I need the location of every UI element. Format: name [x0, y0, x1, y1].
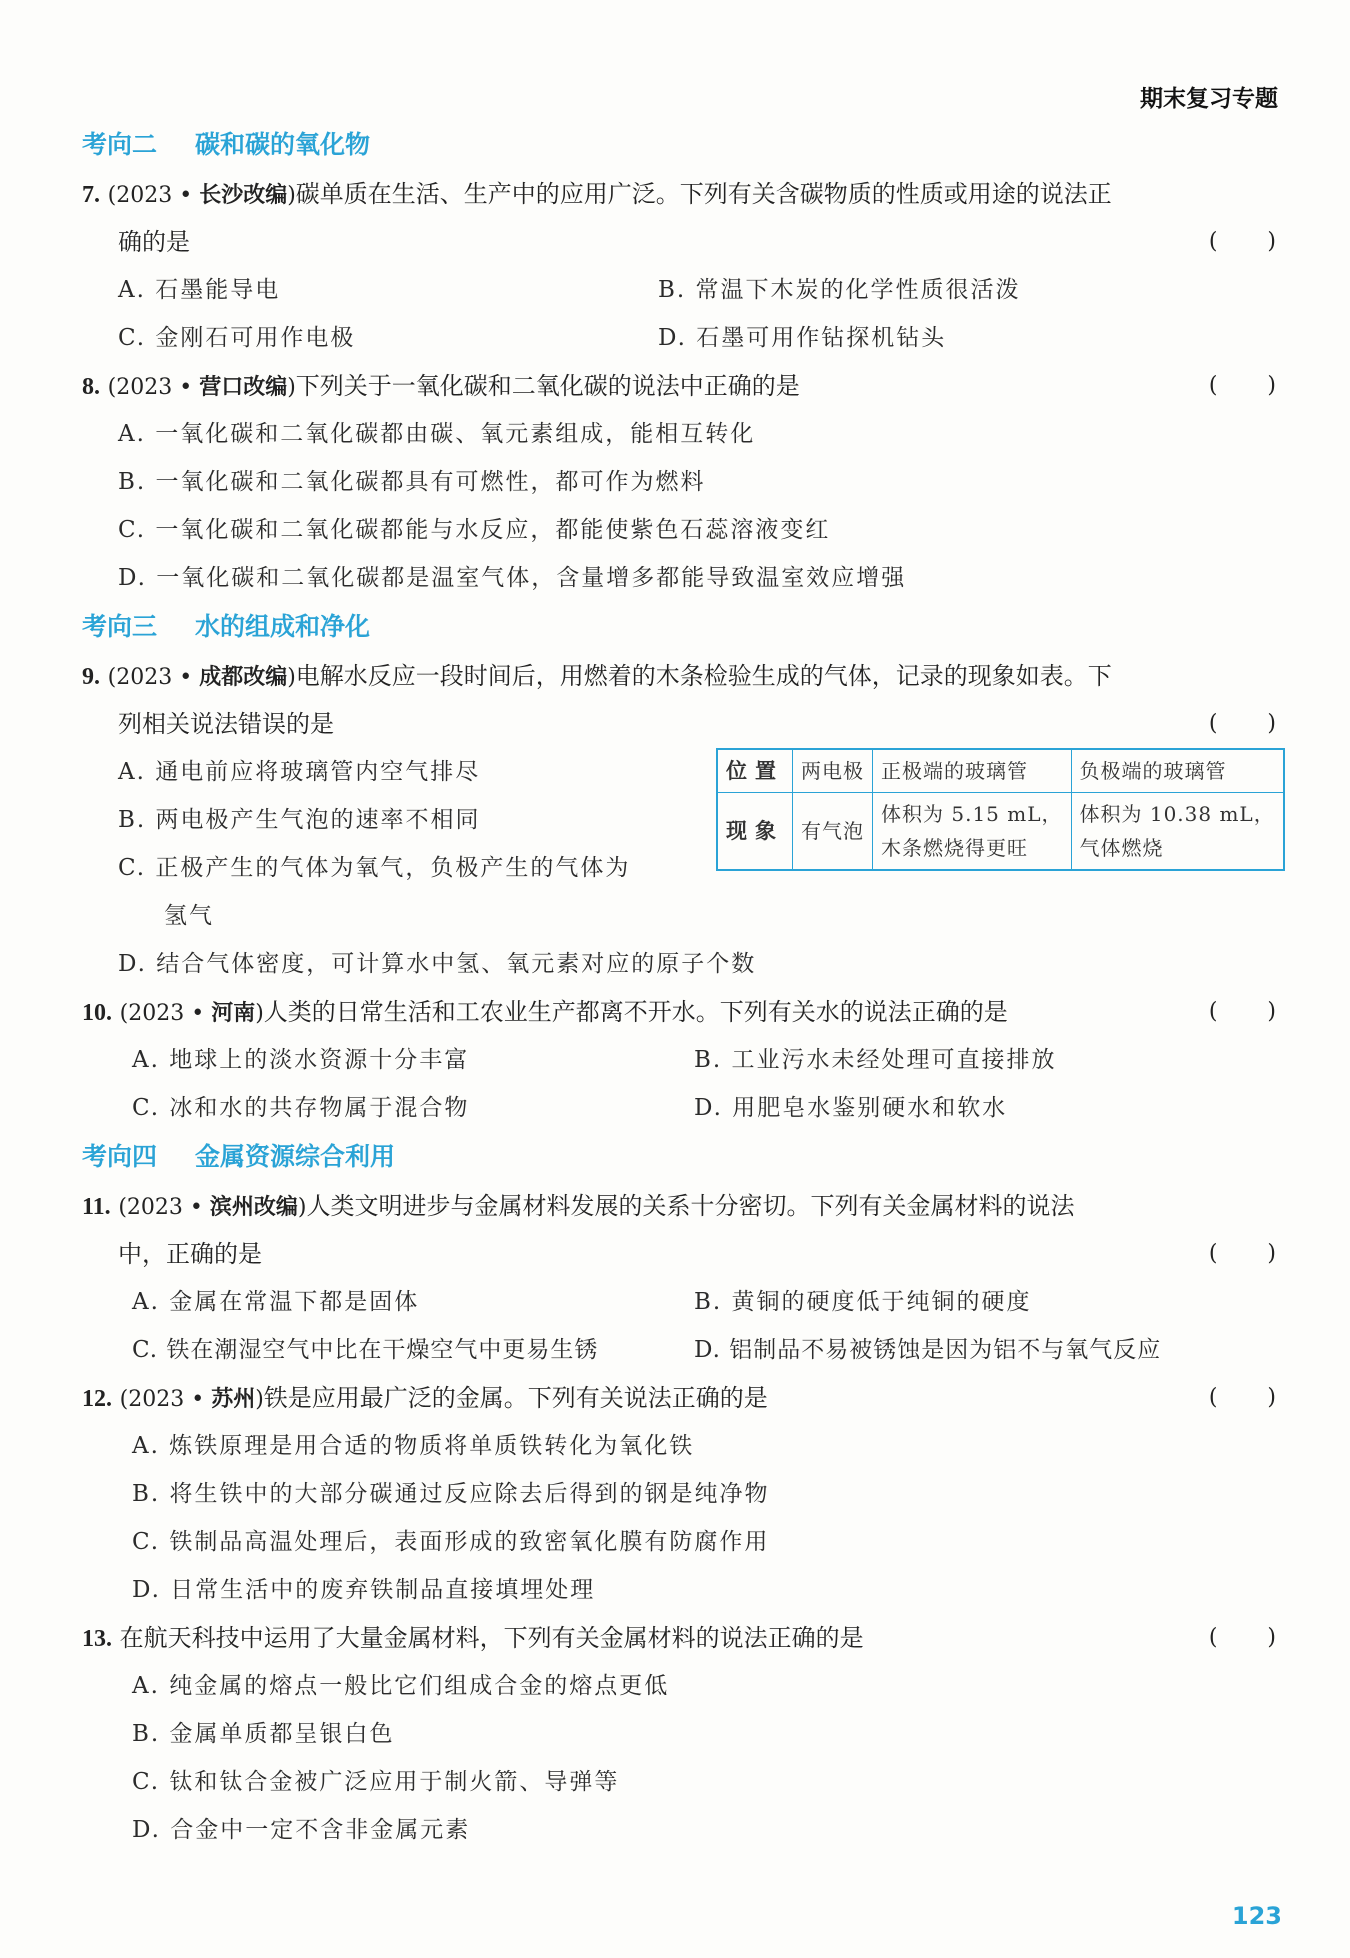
question-9 — [82, 652, 1278, 988]
question-number: 13. — [82, 1626, 112, 1652]
question-source: (2023 • 滨州改编) — [118, 1194, 307, 1220]
question-number: 8. — [82, 374, 100, 400]
question-stem — [82, 170, 1278, 218]
section-number: 考向三 — [82, 612, 158, 641]
question-7 — [82, 170, 1278, 362]
question-stem — [82, 988, 1278, 1036]
option-c: C. 钛和钛合金被广泛应用于制火箭、导弹等 — [132, 1769, 620, 1795]
option-a: A. 地球上的淡水资源十分丰富 — [132, 1047, 470, 1073]
option-c: C. 铁制品高温处理后，表面形成的致密氧化膜有防腐作用 — [132, 1529, 770, 1555]
table-header-position: 位置 — [717, 749, 793, 793]
question-text: 人类文明进步与金属材料发展的关系十分密切。下列有关金属材料的说法 — [306, 1192, 1075, 1220]
option-d: D. 结合气体密度，可计算水中氢、氧元素对应的原子个数 — [118, 951, 757, 977]
question-number: 10. — [82, 1000, 112, 1026]
option-a: A. 通电前应将玻璃管内空气排尽 — [118, 759, 481, 785]
option-c: C. 铁在潮湿空气中比在干燥空气中更易生锈 — [132, 1337, 599, 1363]
option-a: A. 石墨能导电 — [118, 277, 281, 303]
option-d: D. 日常生活中的废弃铁制品直接填埋处理 — [132, 1577, 596, 1603]
question-stem — [82, 1374, 1278, 1422]
question-stem — [82, 652, 1278, 700]
page-content — [82, 120, 1278, 1854]
question-text: 下列关于一氧化碳和二氧化碳的说法中正确的是 — [295, 372, 800, 400]
section-heading-carbon — [82, 120, 1278, 170]
question-13 — [82, 1614, 1278, 1854]
table-cell-positive: 体积为 5.15 mL， 木条燃烧得更旺 — [873, 793, 1072, 871]
option-d: D. 用肥皂水鉴别硬水和软水 — [694, 1095, 1008, 1121]
question-stem-continued: 列相关说法错误的是 ( ) — [82, 700, 1278, 748]
section-title: 金属资源综合利用 — [195, 1142, 396, 1171]
table-header-positive-tube: 正极端的玻璃管 — [873, 749, 1072, 793]
section-heading-water — [82, 602, 1278, 652]
question-text: 人类的日常生活和工农业生产都离不开水。下列有关水的说法正确的是 — [263, 998, 1008, 1026]
question-number: 11. — [82, 1194, 111, 1220]
question-12 — [82, 1374, 1278, 1614]
option-b: B. 将生铁中的大部分碳通过反应除去后得到的钢是纯净物 — [132, 1481, 770, 1507]
page-header-title: 期末复习专题 — [1140, 86, 1278, 112]
question-stem — [82, 362, 1278, 410]
option-a: A. 金属在常温下都是固体 — [132, 1289, 420, 1315]
option-b: B. 两电极产生气泡的速率不相同 — [118, 807, 481, 833]
table-row-label-phenomenon: 现象 — [717, 793, 793, 871]
option-c: C. 金刚石可用作电极 — [118, 325, 356, 351]
option-b: B. 金属单质都呈银白色 — [132, 1721, 395, 1747]
section-heading-metals — [82, 1132, 1278, 1182]
question-source: (2023 • 河南) — [119, 1000, 264, 1026]
option-c: C. 冰和水的共存物属于混合物 — [132, 1095, 470, 1121]
table-header-negative-tube: 负极端的玻璃管 — [1071, 749, 1284, 793]
table-cell-both: 有气泡 — [793, 793, 873, 871]
question-number: 7. — [82, 182, 100, 208]
question-10 — [82, 988, 1278, 1132]
answer-bracket: ( ) — [1208, 373, 1278, 398]
table-row — [717, 793, 1284, 871]
option-b: B. 工业污水未经处理可直接排放 — [694, 1047, 1057, 1073]
section-number: 考向二 — [82, 130, 158, 159]
option-a: A. 纯金属的熔点一般比它们组成合金的熔点更低 — [132, 1673, 670, 1699]
question-source: (2023 • 苏州) — [119, 1386, 264, 1412]
question-stem — [82, 1614, 1278, 1662]
question-text: 碳单质在生活、生产中的应用广泛。下列有关含碳物质的性质或用途的说法正 — [295, 180, 1112, 208]
option-d: D. 石墨可用作钻探机钻头 — [658, 325, 947, 351]
option-a: A. 炼铁原理是用合适的物质将单质铁转化为氧化铁 — [132, 1433, 695, 1459]
question-text: 电解水反应一段时间后，用燃着的木条检验生成的气体，记录的现象如表。下 — [295, 662, 1112, 690]
question-stem-continued: 确的是 ( ) — [82, 218, 1278, 266]
option-c: C. 正极产生的气体为氧气，负极产生的气体为 — [118, 855, 631, 881]
table-row — [717, 749, 1284, 793]
option-d: D. 一氧化碳和二氧化碳都是温室气体，含量增多都能导致温室效应增强 — [118, 565, 907, 591]
option-b: B. 一氧化碳和二氧化碳都具有可燃性，都可作为燃料 — [118, 469, 706, 495]
option-d: D. 铝制品不易被锈蚀是因为铝不与氧气反应 — [694, 1337, 1162, 1363]
section-number: 考向四 — [82, 1142, 158, 1171]
answer-bracket: ( ) — [1208, 711, 1278, 736]
option-d: D. 合金中一定不含非金属元素 — [132, 1817, 471, 1843]
question-number: 9. — [82, 664, 100, 690]
option-c: C. 一氧化碳和二氧化碳都能与水反应，都能使紫色石蕊溶液变红 — [118, 517, 831, 543]
option-b: B. 黄铜的硬度低于纯铜的硬度 — [694, 1289, 1032, 1315]
question-stem-continued: 中，正确的是 ( ) — [82, 1230, 1278, 1278]
table-cell-negative: 体积为 10.38 mL， 气体燃烧 — [1071, 793, 1284, 871]
question-source: (2023 • 成都改编) — [107, 664, 296, 690]
question-source: (2023 • 营口改编) — [107, 374, 296, 400]
option-a: A. 一氧化碳和二氧化碳都由碳、氧元素组成，能相互转化 — [118, 421, 756, 447]
table-header-both-electrodes: 两电极 — [793, 749, 873, 793]
question-8 — [82, 362, 1278, 602]
section-title: 水的组成和净化 — [195, 612, 371, 641]
question-text: 在航天科技中运用了大量金属材料，下列有关金属材料的说法正确的是 — [119, 1624, 864, 1652]
option-b: B. 常温下木炭的化学性质很活泼 — [658, 277, 1021, 303]
page-number: 123 — [1231, 1902, 1282, 1930]
question-stem — [82, 1182, 1278, 1230]
question-11 — [82, 1182, 1278, 1374]
option-c-continued: 氢气 — [164, 903, 214, 929]
answer-bracket: ( ) — [1208, 999, 1278, 1024]
answer-bracket: ( ) — [1208, 229, 1278, 254]
question-number: 12. — [82, 1386, 112, 1412]
question-source: (2023 • 长沙改编) — [107, 182, 296, 208]
answer-bracket: ( ) — [1208, 1385, 1278, 1410]
answer-bracket: ( ) — [1208, 1625, 1278, 1650]
section-title: 碳和碳的氧化物 — [195, 130, 371, 159]
observation-table — [716, 748, 1285, 871]
answer-bracket: ( ) — [1208, 1241, 1278, 1266]
question-text: 铁是应用最广泛的金属。下列有关说法正确的是 — [263, 1384, 768, 1412]
